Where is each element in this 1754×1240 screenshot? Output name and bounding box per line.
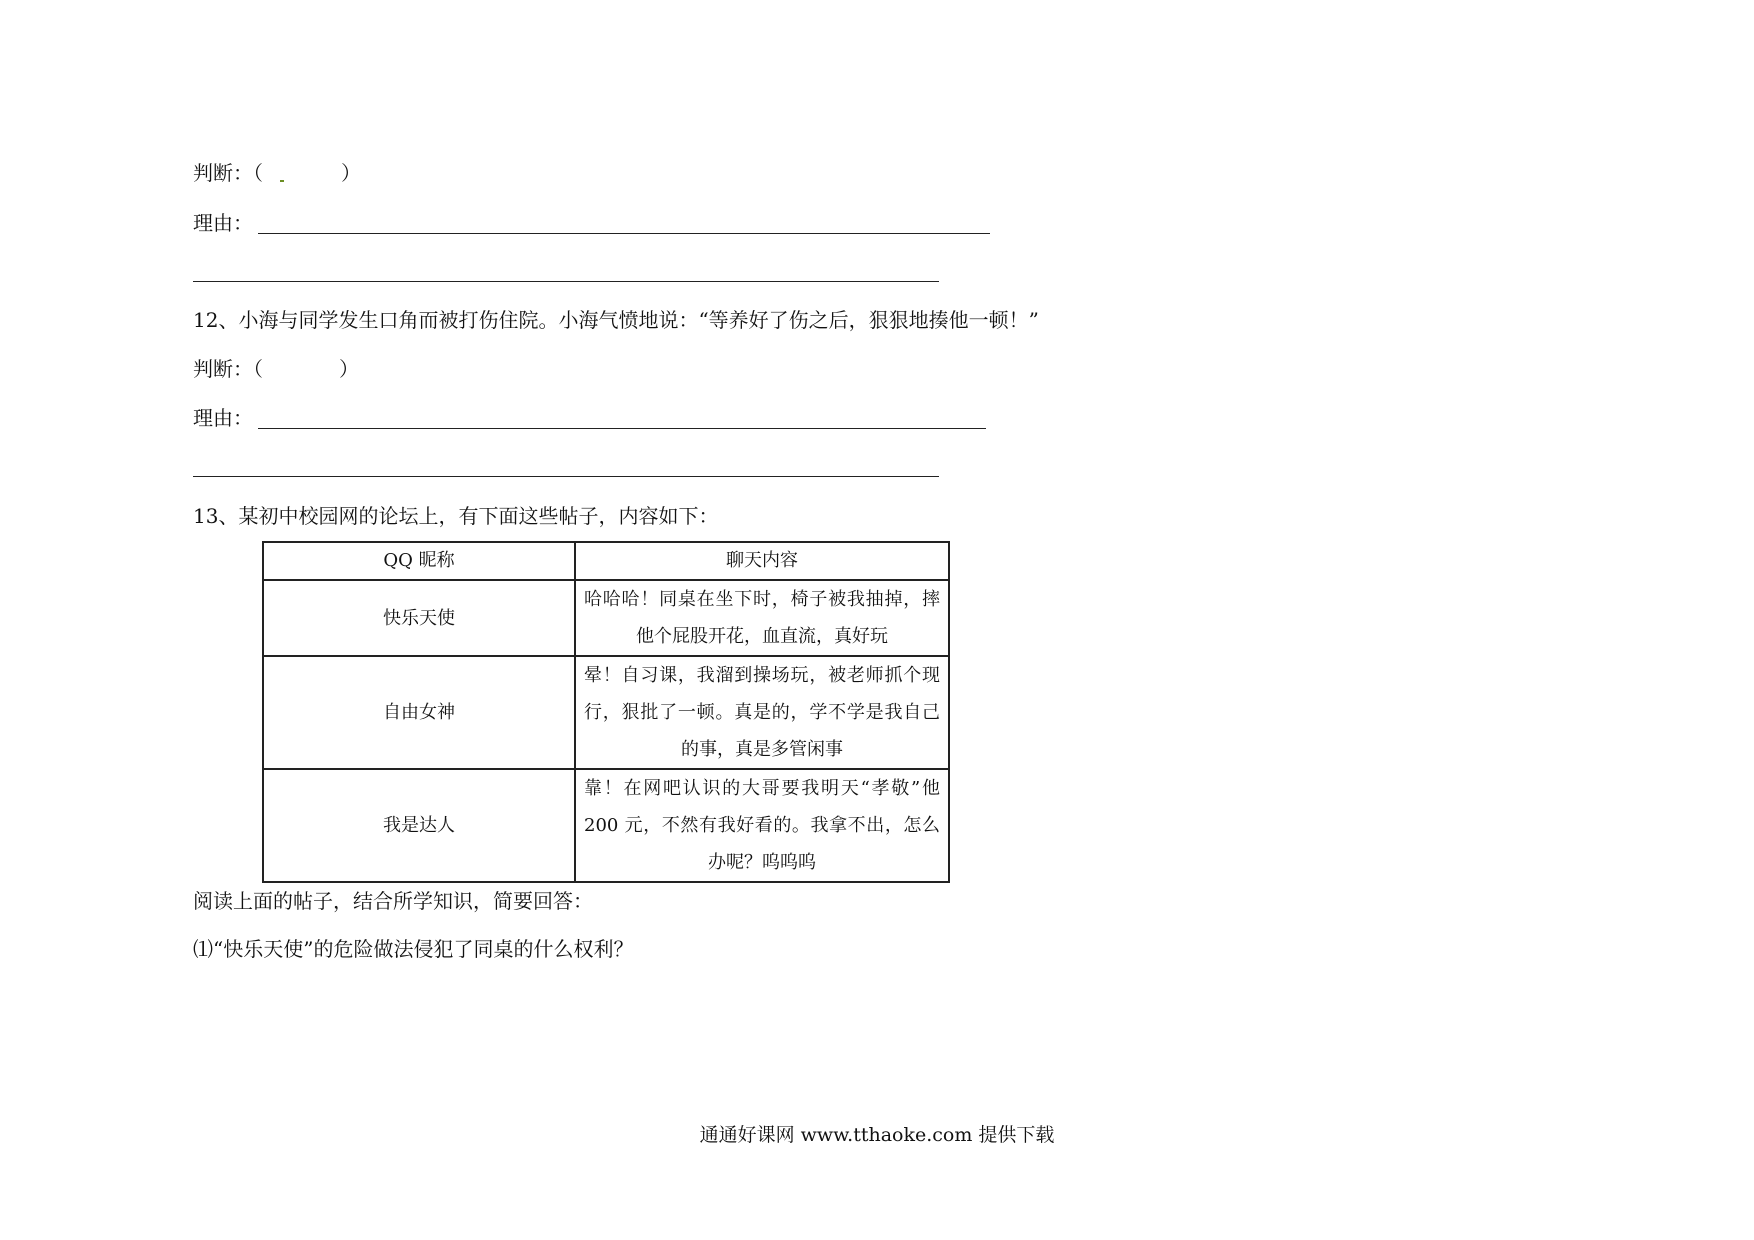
post-nickname: 快乐天使	[263, 580, 575, 656]
table-row	[263, 580, 949, 656]
q13-sub1: ⑴“快乐天使”的危险做法侵犯了同桌的什么权利？	[193, 937, 634, 961]
post-content: 晕！自习课，我溜到操场玩，被老师抓个现行，狠批了一顿。真是的，学不学是我自己的事，真是多管闲事	[575, 656, 949, 769]
post-nickname: 我是达人	[263, 769, 575, 882]
header-nickname: QQ 昵称	[263, 542, 575, 580]
q12-stem: 12、小海与同学发生口角而被打伤住院。小海气愤地说：“等养好了伤之后，狠狠地揍他一顿！”	[193, 308, 1039, 332]
q12-judge-label: 判断：（	[193, 357, 263, 381]
stray-mark	[280, 180, 284, 182]
q11-judge-line	[193, 161, 361, 185]
post-nickname: 自由女神	[263, 656, 575, 769]
post-content: 靠！在网吧认识的大哥要我明天“孝敬”他200 元，不然有我好看的。我拿不出，怎么办呢？呜呜呜	[575, 769, 949, 882]
table-header-row	[263, 542, 949, 580]
page-footer: 通通好课网 www.tthaoke.com 提供下载	[699, 1124, 1055, 1146]
post-content: 哈哈哈！同桌在坐下时，椅子被我抽掉，摔他个屁股开花，血直流，真好玩	[575, 580, 949, 656]
forum-posts-table	[262, 541, 950, 883]
table-row	[263, 656, 949, 769]
q11-reason-blank-1[interactable]	[258, 233, 990, 234]
q12-judge-close: ）	[339, 357, 359, 381]
q11-judge-close: ）	[341, 161, 361, 185]
q13-stem: 13、某初中校园网的论坛上，有下面这些帖子，内容如下：	[193, 504, 719, 528]
q11-judge-label: 判断：（	[193, 161, 263, 185]
header-content: 聊天内容	[575, 542, 949, 580]
q12-reason-label: 理由：	[193, 406, 253, 430]
q13-instruction: 阅读上面的帖子，结合所学知识，简要回答：	[193, 889, 593, 913]
q12-judge-line	[193, 357, 359, 381]
table-row	[263, 769, 949, 882]
q12-reason-blank-1[interactable]	[258, 428, 986, 429]
q12-reason-blank-2[interactable]	[193, 476, 939, 477]
q11-reason-blank-2[interactable]	[193, 281, 939, 282]
q11-reason-label: 理由：	[193, 211, 253, 235]
